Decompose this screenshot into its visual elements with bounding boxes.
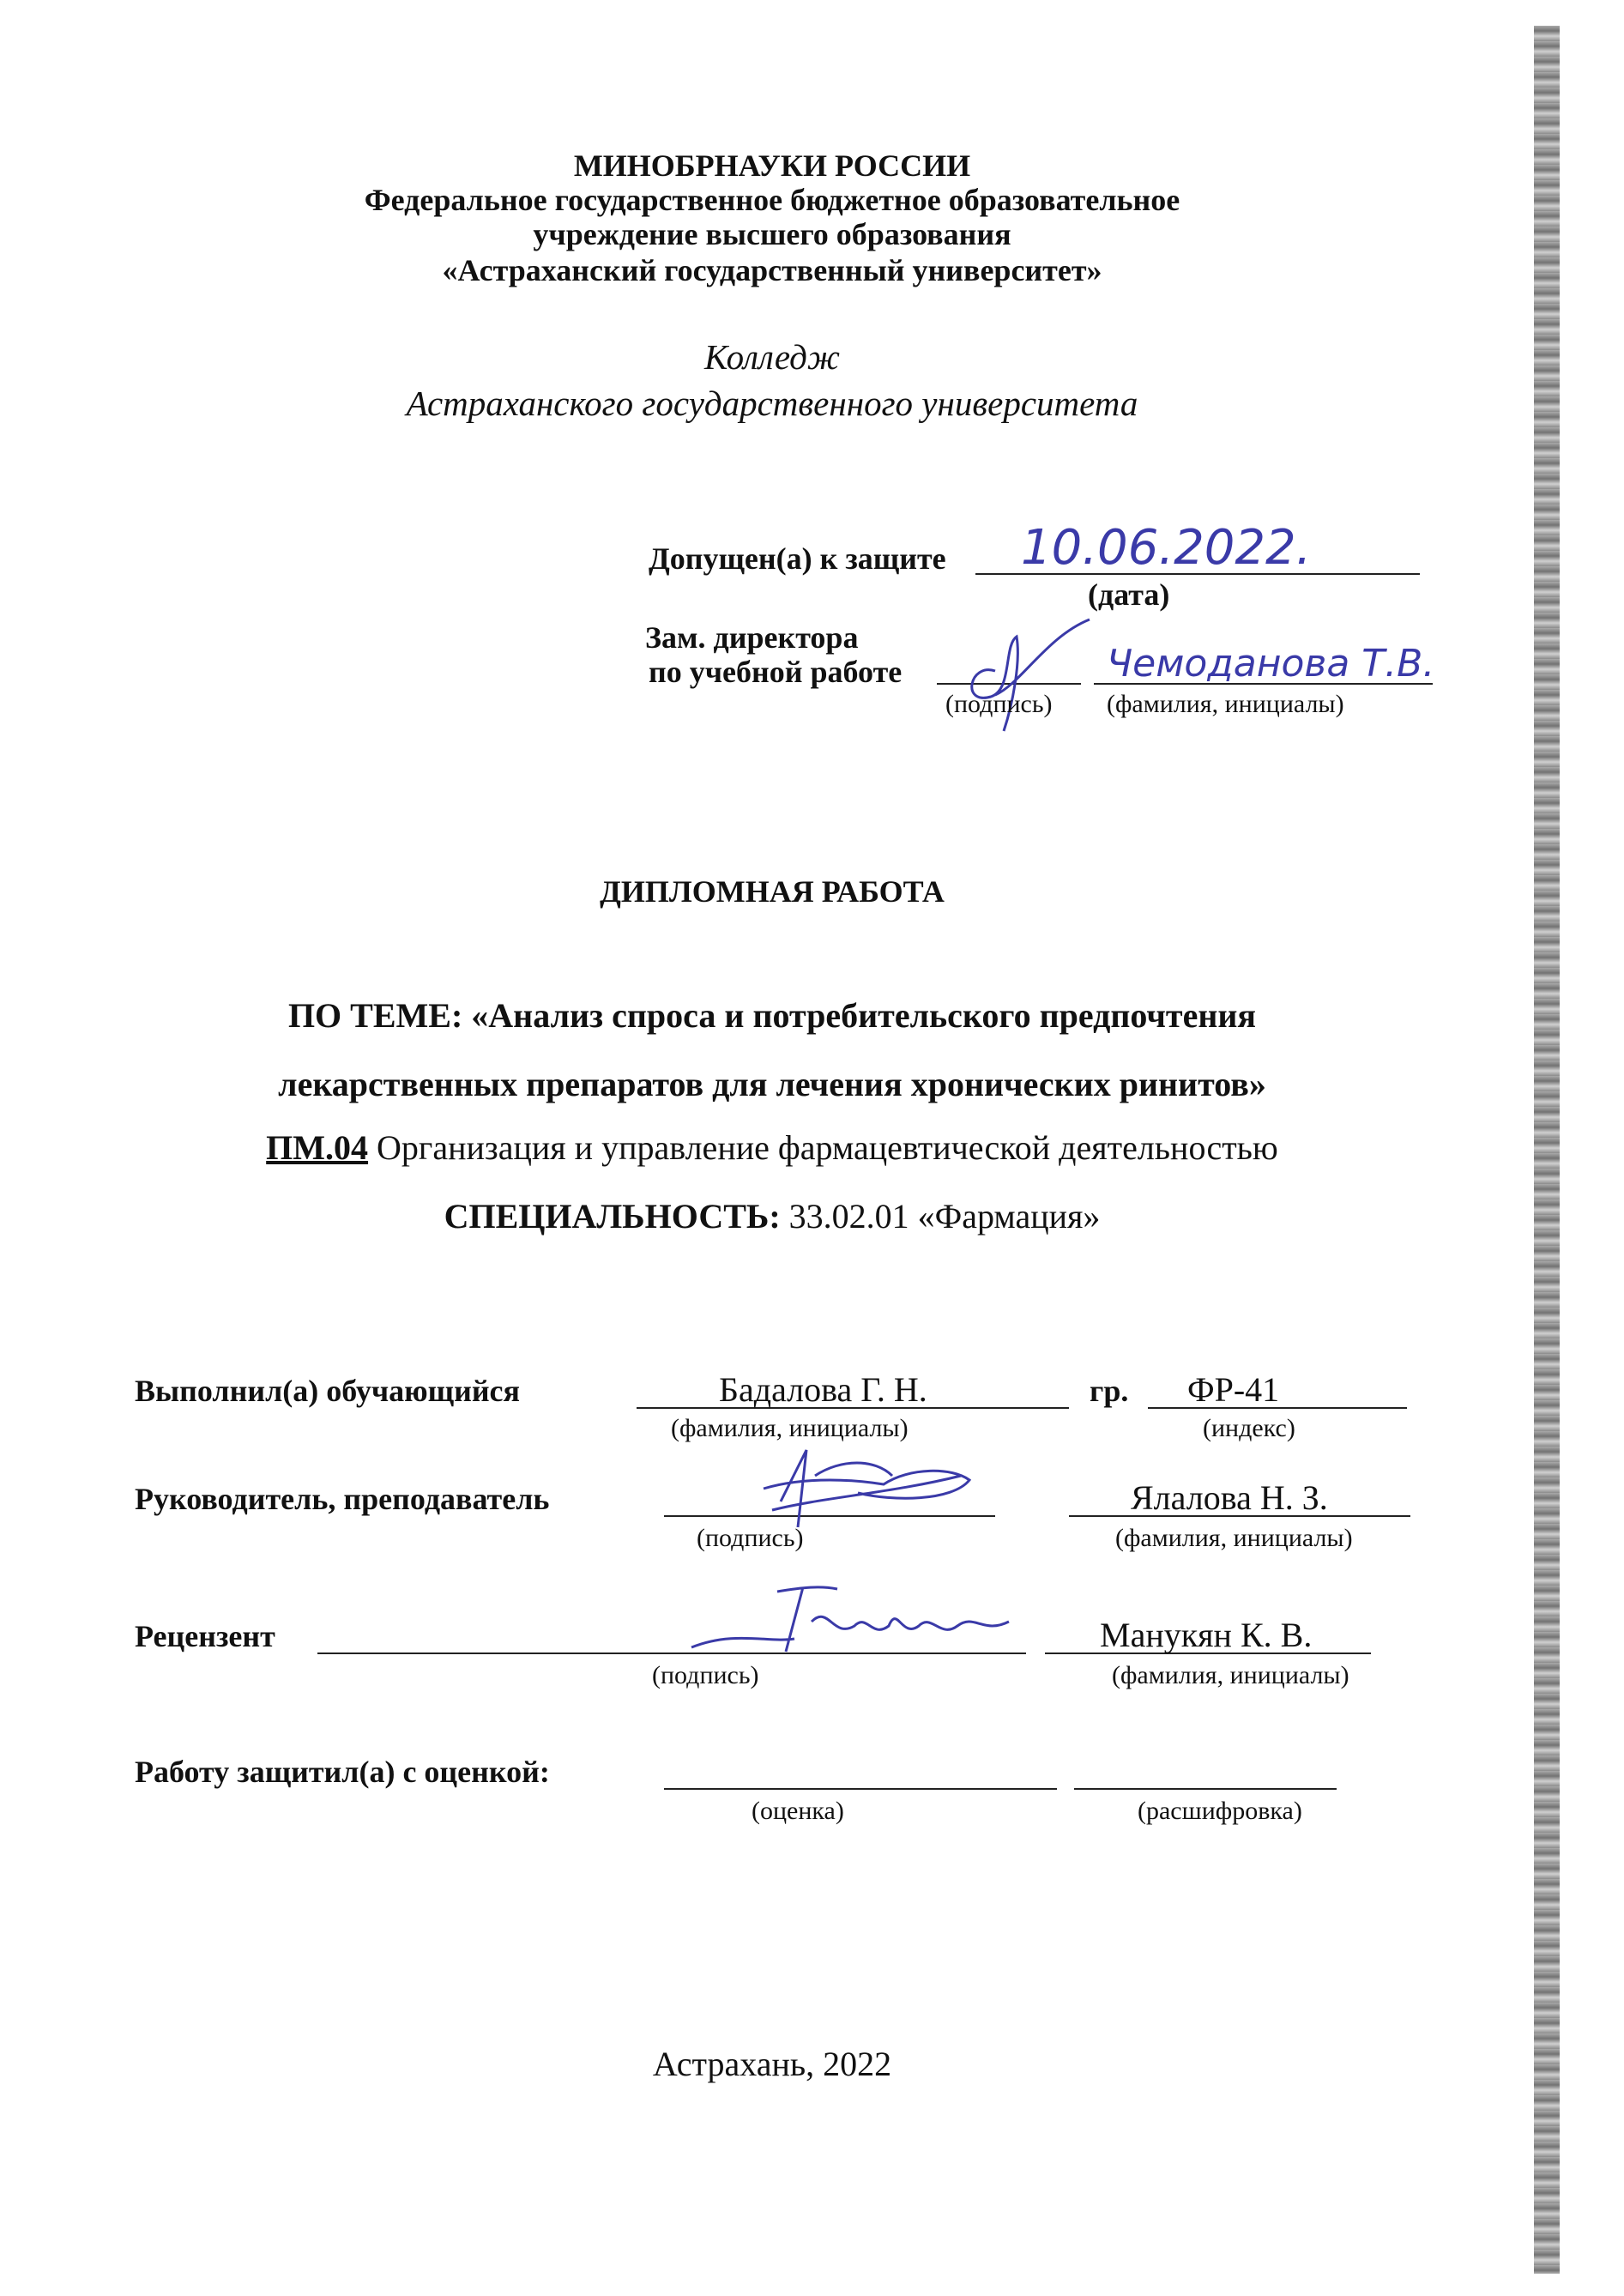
organization-line-2: учреждение высшего образования xyxy=(533,217,1011,251)
supervisor-label: Руководитель, преподаватель xyxy=(135,1482,550,1516)
document-type: ДИПЛОМНАЯ РАБОТА xyxy=(600,874,945,909)
admitted-date-handwritten: 10.06.2022. xyxy=(1021,520,1312,576)
student-label: Выполнил(а) обучающийся xyxy=(135,1374,521,1408)
topic-line-1: ПО ТЕМЕ: «Анализ спроса и потребительского предпочтения xyxy=(287,996,1257,1035)
deputy-signature-icon xyxy=(944,611,1098,740)
admitted-label: Допущен(а) к защите xyxy=(649,541,946,576)
defense-label: Работу защитил(а) с оценкой: xyxy=(135,1755,550,1789)
reviewer-name: Манукян К. В. xyxy=(1100,1616,1313,1654)
decoding-line xyxy=(1074,1788,1337,1790)
group-value: ФР-41 xyxy=(1187,1370,1280,1409)
reviewer-signature-caption: (подпись) xyxy=(652,1661,759,1689)
deputy-label-2: по учебной работе xyxy=(649,655,903,689)
supervisor-signature-icon xyxy=(755,1441,978,1536)
group-label: гр. xyxy=(1090,1374,1129,1408)
organization-line-1: Федеральное государственное бюджетное образовательное xyxy=(364,183,1180,217)
college-line-1: Колледж xyxy=(704,337,840,377)
deputy-label-1: Зам. директора xyxy=(645,620,859,655)
supervisor-name-caption: (фамилия, инициалы) xyxy=(1115,1524,1353,1552)
supervisor-signature-caption: (подпись) xyxy=(697,1524,804,1552)
specialty xyxy=(0,1196,1544,1236)
module-code: ПМ.04 xyxy=(266,1128,369,1167)
reviewer-name-caption: (фамилия, инициалы) xyxy=(1112,1661,1349,1689)
city-year: Астрахань, 2022 xyxy=(652,2045,892,2083)
deputy-signature-caption: (подпись) xyxy=(945,690,1053,718)
deputy-name-handwritten: Чемоданова Т.В. xyxy=(1107,642,1435,686)
college-line-2: Астраханского государственного университета xyxy=(406,384,1138,423)
module-name: Организация и управление фармацевтической деятельностью xyxy=(368,1128,1278,1167)
supervisor-name: Ялалова Н. З. xyxy=(1131,1478,1328,1517)
grade-caption: (оценка) xyxy=(752,1797,844,1825)
organization-line-3: «Астраханский государственный университет» xyxy=(442,253,1102,287)
specialty-value: 33.02.01 «Фармация» xyxy=(780,1197,1101,1236)
deputy-name-caption: (фамилия, инициалы) xyxy=(1107,690,1344,718)
student-name-caption: (фамилия, инициалы) xyxy=(671,1414,909,1442)
reviewer-label: Рецензент xyxy=(135,1619,275,1653)
topic-line-2: лекарственных препаратов для лечения хронических ринитов» xyxy=(278,1065,1266,1103)
group-caption: (индекс) xyxy=(1203,1414,1295,1442)
ministry-line: МИНОБРНАУКИ РОССИИ xyxy=(573,148,971,183)
student-name: Бадалова Г. Н. xyxy=(719,1370,927,1409)
grade-line xyxy=(664,1788,1057,1790)
reviewer-signature-icon xyxy=(683,1579,1026,1665)
decoding-caption: (расшифровка) xyxy=(1138,1797,1302,1825)
specialty-label: СПЕЦИАЛЬНОСТЬ: xyxy=(444,1197,781,1236)
date-caption: (дата) xyxy=(1088,577,1170,612)
professional-module xyxy=(0,1127,1544,1168)
